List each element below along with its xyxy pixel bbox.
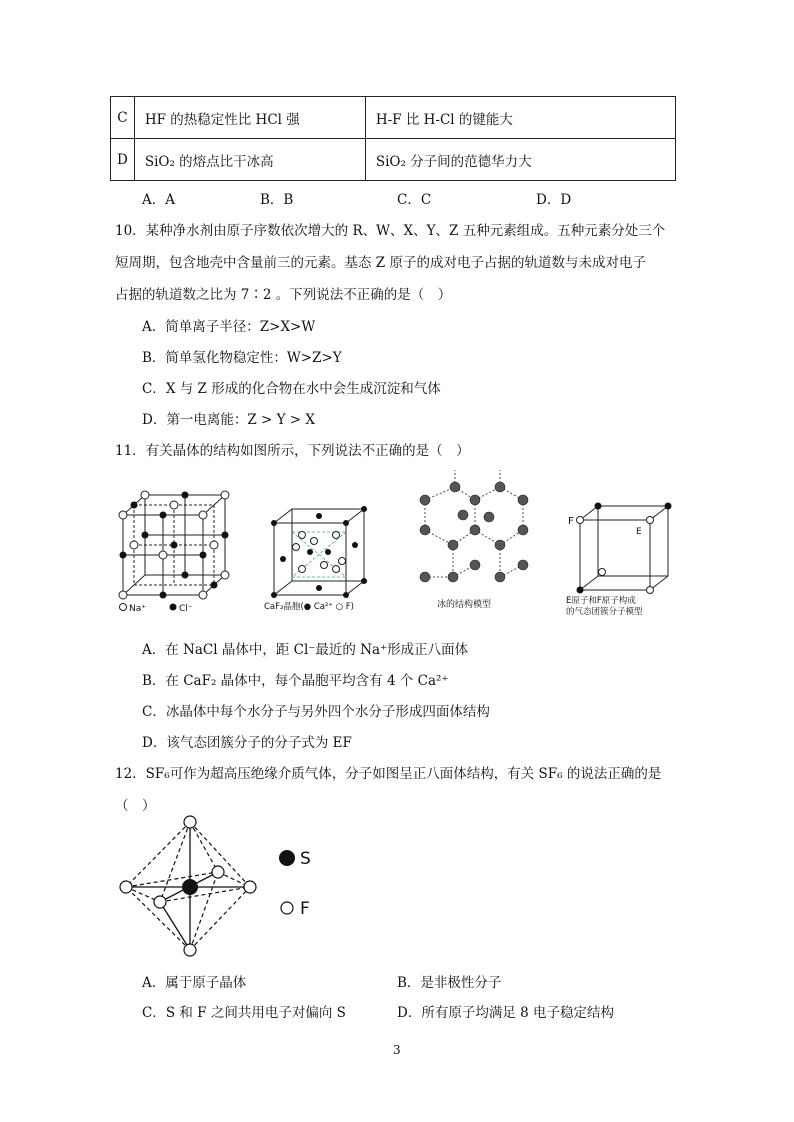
q10-option-a: A．简单离子半径：Z>X>W [142, 319, 316, 335]
page-number: 3 [393, 1043, 401, 1057]
cluster-label-f: F [568, 516, 574, 527]
q10-option-c: C．X 与 Z 形成的化合物在水中会生成沉淀和气体 [142, 381, 441, 397]
q9-option-a: A．A [142, 192, 175, 208]
cluster-caption-2: 的气态团簇分子模型 [566, 607, 643, 617]
q10-option-d: D．第一电离能：Z > Y > X [142, 412, 316, 428]
q12-stem-paren: （ ） [115, 798, 156, 814]
q11-stem: 11．有关晶体的结构如图所示，下列说法不正确的是（ ） [115, 443, 470, 459]
cluster-label-e: E [636, 527, 642, 537]
table-cell: SiO₂ 分子间的范德华力大 [365, 139, 675, 181]
ice-structure-figure [405, 465, 540, 615]
table-cell: C [111, 97, 135, 139]
q11-option-d: D．该气态团簇分子的分子式为 EF [142, 735, 352, 751]
table-cell: SiO₂ 的熔点比干冰高 [134, 139, 365, 181]
q11-option-b: B．在 CaF₂ 晶体中，每个晶胞平均含有 4 个 Ca²⁺ [142, 673, 449, 689]
q10-stem-line2: 短周期，包含地壳中含量前三的元素。基态 Z 原子的成对电子占据的轨道数与未成对电子 [115, 255, 646, 271]
sf6-legend-f: F [300, 899, 310, 919]
caf2-lattice-figure [262, 505, 380, 615]
q11-option-c: C．冰晶体中每个水分子与另外四个水分子形成四面体结构 [142, 704, 490, 720]
table-cell: D [111, 139, 135, 181]
q12-option-a: A．属于原子晶体 [142, 975, 247, 991]
sf6-legend-s: S [300, 849, 311, 869]
q9-option-c: C．C [397, 192, 432, 208]
ice-caption: 冰的结构模型 [437, 600, 492, 610]
q10-option-b: B．简单氢化物稳定性：W>Z>Y [142, 350, 342, 366]
table-cell: HF 的热稳定性比 HCl 强 [134, 97, 365, 139]
sf6-octahedron-figure [110, 812, 350, 960]
nacl-legend-a: Na⁺ [129, 604, 146, 614]
q9-option-d: D．D [536, 192, 572, 208]
comparison-table [110, 96, 676, 181]
q10-stem-line1: 10．某种净水剂由原子序数依次增大的 R、W、X、Y、Z 五种元素组成。五种元素分处三个 [115, 223, 666, 239]
q12-option-b: B．是非极性分子 [397, 975, 502, 991]
q9-option-b: B．B [260, 192, 294, 208]
nacl-legend-b: Cl⁻ [179, 604, 193, 614]
caf2-caption: CaF₂晶胞(● Ca²⁺ ○ F) [264, 602, 354, 612]
table-row [111, 97, 676, 139]
q12-stem: 12．SF₆可作为超高压绝缘介质气体，分子如图呈正八面体结构，有关 SF₆ 的说法正确的是 [115, 766, 662, 782]
table-row [111, 139, 676, 181]
table-cell: H-F 比 H-Cl 的键能大 [365, 97, 675, 139]
q12-option-d: D．所有原子均满足 8 电子稳定结构 [397, 1005, 614, 1021]
q12-option-c: C．S 和 F 之间共用电子对偏向 S [142, 1005, 346, 1021]
cluster-caption-1: E原子和F原子构成 [566, 596, 636, 606]
q10-stem-line3: 占据的轨道数之比为 7∶2 。下列说法不正确的是（ ） [115, 287, 452, 303]
gas-cluster-figure [566, 500, 681, 618]
nacl-lattice-figure [115, 490, 245, 615]
q11-option-a: A．在 NaCl 晶体中，距 Cl⁻最近的 Na⁺形成正八面体 [142, 642, 469, 658]
